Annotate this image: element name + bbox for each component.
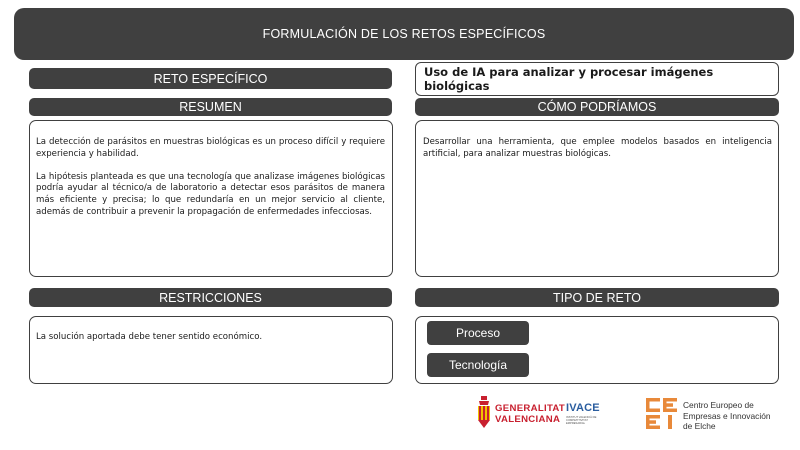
como-label-bar: [415, 98, 779, 116]
restricciones-text: [36, 332, 385, 344]
generalitat-line-2: VALENCIANA: [495, 413, 561, 425]
reto-value: Uso de IA para analizar y procesar imágenes biológicas: [424, 65, 714, 93]
ceei-line-3: de Elche: [683, 421, 716, 432]
como-label: CÓMO PODRÍAMOS: [537, 100, 657, 114]
ivace-logo: [566, 394, 606, 434]
reto-label-bar: [29, 68, 392, 89]
ivace-subtitle: INSTITUT VALENCIÀ DE COMPETITIVITAT EMPRESARIAL: [566, 416, 597, 425]
reto-value-box: [415, 62, 779, 96]
tipo-label: TIPO DE RETO: [553, 290, 641, 305]
tag-tecnologia: [427, 353, 529, 377]
tipo-label-bar: [415, 288, 779, 307]
ceei-name: [683, 400, 771, 432]
tag-tecnologia-label: Tecnología: [448, 358, 508, 372]
generalitat-crest-icon: [476, 396, 492, 430]
restricciones-paragraph: La solución aportada debe tener sentido económico.: [36, 332, 263, 342]
generalitat-name: [495, 404, 565, 425]
ivace-name: IVACE: [566, 402, 600, 414]
restricciones-label: RESTRICCIONES: [159, 290, 262, 305]
como-text: [423, 137, 772, 160]
ceei-logo: [646, 394, 776, 434]
resumen-paragraph-2: La hipótesis planteada es que una tecnología que analizase imágenes biológicas podría ayudar al técnico/a de laboratorio a detectar esos parásitos de manera más eficiente y precisa; lo que redundaría en un mejor servicio al cliente, además de contribuir a prevenir la propagación de enfermedades infecciosas.: [36, 171, 385, 217]
generalitat-line-1: GENERALITAT: [495, 403, 566, 414]
restricciones-box: [29, 316, 393, 384]
resumen-label-bar: [29, 98, 392, 116]
reto-label: RETO ESPECÍFICO: [153, 71, 268, 86]
resumen-paragraph-1: La detección de parásitos en muestras biológicas es un proceso difícil y requiere experiencia y habilidad.: [36, 137, 385, 159]
page-title: FORMULACIÓN DE LOS RETOS ESPECÍFICOS: [262, 27, 546, 41]
restricciones-label-bar: [29, 288, 392, 307]
page-title-banner: [14, 8, 794, 60]
tag-proceso-label: Proceso: [455, 326, 501, 340]
ceei-line-1: Centro Europeo de: [683, 400, 754, 410]
ceei-line-2: Empresas e Innovación: [683, 410, 771, 421]
tag-proceso: [427, 321, 529, 345]
generalitat-logo: [476, 394, 566, 434]
como-paragraph: Desarrollar una herramienta, que emplee modelos basados en inteligencia artificial, para analizar muestras biológicas.: [423, 137, 772, 159]
resumen-label: RESUMEN: [179, 100, 242, 114]
ceei-mark-icon: [646, 398, 678, 430]
resumen-text: [36, 137, 385, 218]
